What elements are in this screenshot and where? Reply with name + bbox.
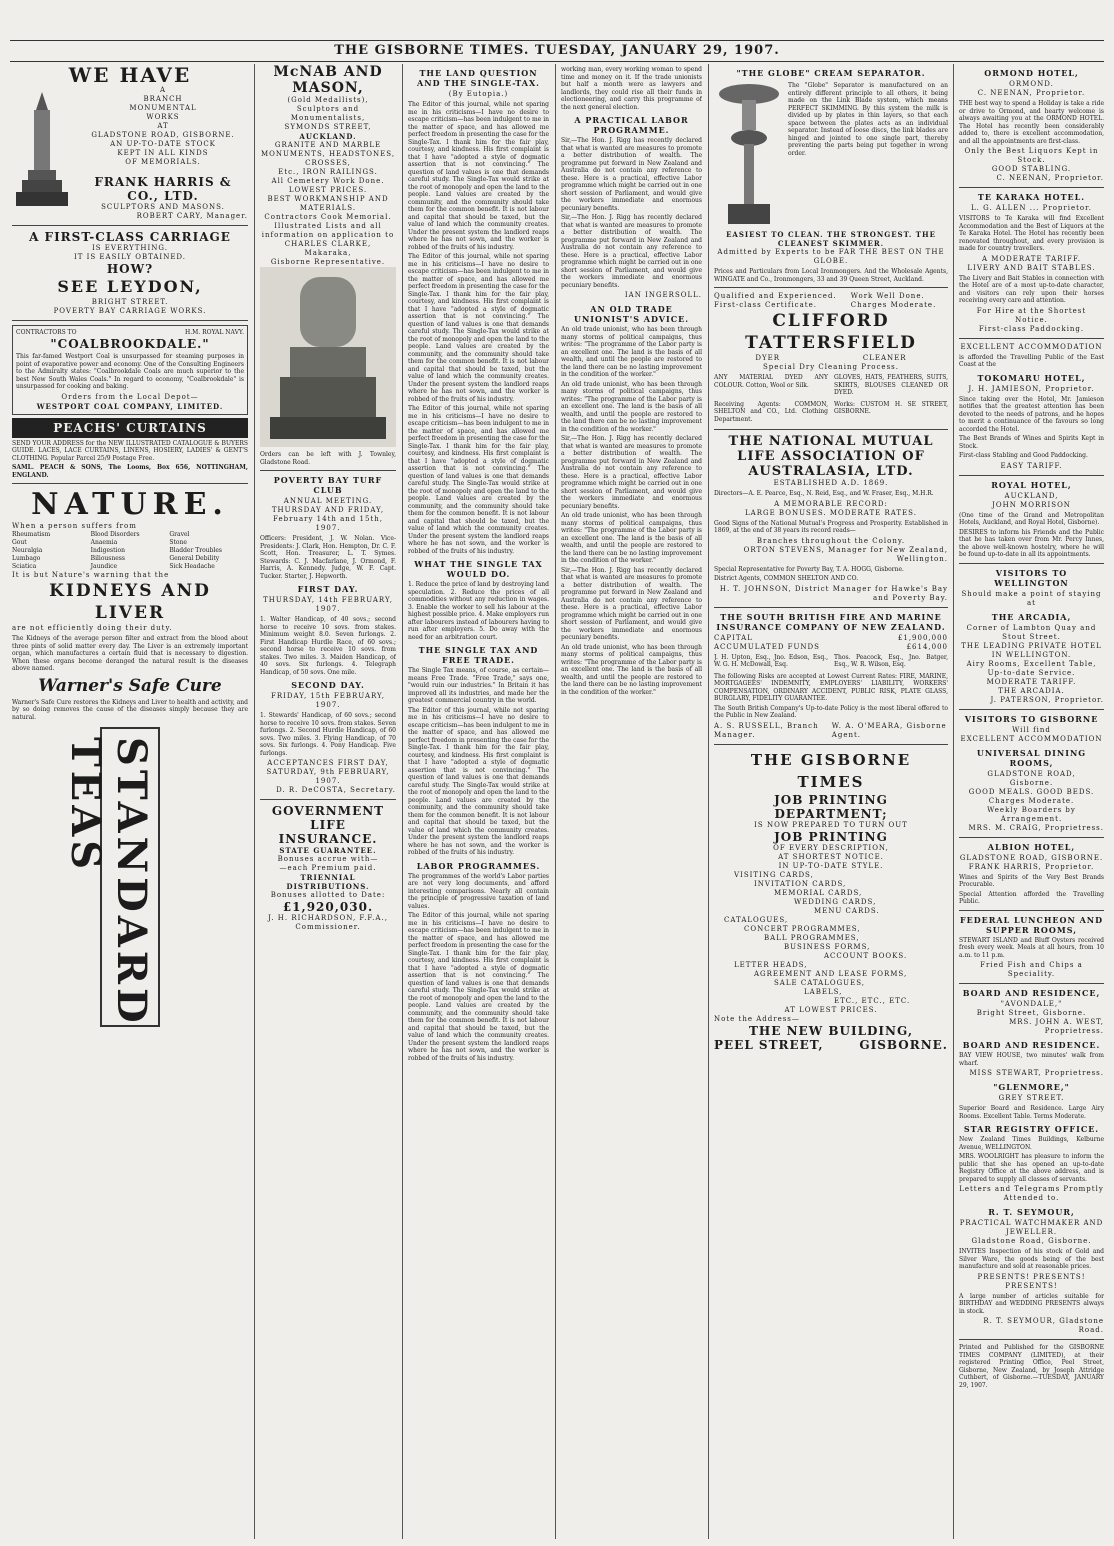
special-process: Special Dry Cleaning Process. (763, 363, 899, 371)
gisborne-will: Will find (1012, 725, 1051, 734)
nature-warn: It is but Nature's warning that the (12, 571, 170, 579)
govt-line: Bonuses accrue with— (277, 855, 379, 863)
tokomaru-prop: J. H. JAMIESON, Proprietor. (968, 384, 1095, 393)
national-mutual-record: A MEMORABLE RECORD: (774, 499, 888, 508)
albion-title: ALBION HOTEL, (987, 841, 1076, 852)
gt-dept: DEPARTMENT; (774, 806, 888, 821)
capital-label: CAPITAL (714, 633, 753, 642)
free-trade-title: THE SINGLE TAX AND FREE TRADE. (418, 645, 539, 665)
govt-line: TRIENNIAL DISTRIBUTIONS. (286, 873, 370, 891)
ailment: Blood Disorders (90, 531, 140, 538)
carriage-line: IT IS EASILY OBTAINED. (73, 253, 187, 261)
gt-item: MEMORIAL CARDS, (774, 888, 863, 897)
sb-agents: J. H. Upton, Esq., Jno. Edson, Esq., W. G. H. McDowall, Esq. (714, 653, 828, 668)
qualified: Qualified and Experienced. First-class Certificate. (714, 292, 837, 309)
tokomaru-body2: Since taking over the Hotel, Mr. Jamieson notifies that the greatest attention has been devoted to the needs of patrons, and he hopes to merit a continuance of the favours so long accorded the Hotel. (959, 395, 1104, 433)
royal-prop: JOHN MORRISON (992, 500, 1071, 509)
charges-moderate: Charges Moderate. (988, 796, 1075, 805)
carriage-line: BRIGHT STREET. (91, 298, 169, 306)
mcnab-line: SYMONDS STREET, (284, 123, 372, 131)
sb-agents2: Thos. Peacock, Esq., Jno. Batger, Esq., W. R. Wilson, Esq. (834, 653, 948, 668)
monument-illustration (12, 90, 72, 210)
tokomaru-title: TOKOMARU HOTEL, (977, 372, 1086, 383)
unionist-body-cont: An old trade unionist, who has been through many storms of political campaigns, thus writes: "The programme of the Labor party is an excellent one. The land is the basis of all wealth, and until the people are restored to the land there can be no lasting improvement in the condition of the worker." (561, 643, 702, 696)
gt-item: LABELS, (804, 987, 843, 996)
national-mutual-bonuses: LARGE BONUSES. MODERATE RATES. (745, 508, 917, 517)
gt-item: CATALOGUES, (724, 915, 789, 924)
land-body: The Editor of this journal, while not sparing me in his criticisms—I have no desire to escape criticism—has been indulgent to me in the matter of space, and has allowed me perfect freedom in presenting the case for the Single-Tax. I thank him for the fair play, courtesy, and kindness. His first complaint is that I have "adopted a style of dogmatic assertion that is not convincing." The question of land values is one that demands careful study. The Single-Tax would strike at the root of monopoly and open the land to the people. Land values are created by the community, and the community should take them for the common benefit. It is not labour and capital that should be taxed, but the value of land which the community creates. Under the present system the landlord reaps where he has not sown, and the worker is robbed of the fruits of his industry. (408, 101, 549, 251)
national-mutual-good: Good Signs of the National Mutual's Progress and Prosperity. Established in 1869, at the end of 38 years its record reads— (714, 519, 948, 534)
accum-value: £614,000 (906, 642, 948, 651)
board2-body: BAY VIEW HOUSE, two minutes' walk from wharf. (959, 1052, 1104, 1067)
we-have-heading: WE HAVE (68, 64, 192, 87)
arcadia-addr: Corner of Lambton Quay and Stout Street. (966, 623, 1097, 641)
karaka-body: VISITORS to Te Karaka will find Excellent Accommodation and the Best of Liquors at the Te Karaka Hotel. The Hotel has recently been renovated throughout, and every provision is made for country travellers. (959, 215, 1104, 252)
land-title: THE LAND QUESTION AND THE SINGLE-TAX. (417, 68, 540, 88)
glenmore: "GLENMORE," (993, 1082, 1070, 1092)
seymour-body: INVITES Inspection of his stock of Gold and Silver Ware, the goods being of the best manufacture and sold at reasonable prices. (959, 1248, 1104, 1270)
nature-title: NATURE. (31, 487, 229, 522)
star-title: STAR REGISTRY OFFICE. (963, 1124, 1100, 1134)
second-day-date: FRIDAY, 15th FEBRUARY, 1907. (270, 692, 386, 709)
national-mutual-district: District Agents, COMMON SHELTON AND CO. (714, 575, 859, 582)
tokomaru-tariff: EASY TARIFF. (1000, 461, 1063, 470)
ailments-list (12, 531, 248, 571)
land-body-cont: The Editor of this journal, while not sparing me in his criticisms—I have no desire to escape criticism—has been indulgent to me in the matter of space, and has allowed me perfect freedom in presenting the case for the Single-Tax. I thank him for the fair play, courtesy, and kindness. His first complaint is that I have "adopted a style of dogmatic assertion that is not convincing." The question of land values is one that demands careful study. The Single-Tax would strike at the root of monopoly and open the land to the people. Land values are created by the community, and the community should take them for the common benefit. It is not labour and capital that should be taxed, but the value of land which the community creates. Under the present system the landlord reaps where he has not sown, and the worker is robbed of the fruits of his industry. (408, 405, 549, 555)
ailment: Neuralgia (12, 547, 43, 554)
kidneys-sub: are not efficiently doing their duty. (12, 624, 173, 632)
ailment: Rheumatism (12, 531, 51, 538)
cleaner: CLEANER (862, 354, 907, 362)
coal-ad (12, 325, 248, 415)
karaka-paddock: First-class Paddocking. (978, 324, 1085, 333)
branch-line: GLADSTONE ROAD, GISBORNE. (91, 131, 235, 139)
land-body-cont: The Editor of this journal, while not sparing me in his criticisms—I have no desire to escape criticism—has been indulgent to me in the matter of space, and has allowed me perfect freedom in presenting the case for the Single-Tax. I thank him for the fair play, courtesy, and kindness. His first complaint is that I have "adopted a style of dogmatic assertion that is not convincing." The question of land values is one that demands careful study. The Single-Tax would strike at the root of monopoly and open the land to the people. Land values are created by the community, and the community should take them for the common benefit. It is not labour and capital that should be taxed, but the value of land which the community creates. Under the present system the landlord reaps where he has not sown, and the worker is robbed of the fruits of his industry. (408, 706, 549, 856)
dyer: DYER (755, 354, 781, 362)
receiving-agents: Receiving Agents: COMMON, SHELTON and CO., Ltd. Clothing Department. (714, 400, 828, 423)
coal-order: Orders from the Local Depot— (61, 392, 199, 401)
monument-ad (12, 86, 248, 221)
events2-body: 1. Stewards' Handicap, of 60 sovs.; second horse to receive 10 sovs. from stakes. Seven furlongs. 2. Second Hurdle Handicap, of 60 sovs. Two miles. 3. Flying Handicap, of 70 sovs. Six furlongs. 4. Pony Handicap. Five furlongs. (260, 712, 396, 757)
clifford-title: CLIFFORD TATTERSFIELD (745, 311, 917, 353)
imprint: Printed and Published for the GISBORNE TIMES COMPANY (LIMITED), at their registered Printing Office, Peel Street, Gisborne, New Zealand, by Joseph Attridge Cuthbert, of Gisborne.—TUESDAY, JANUARY 29, 1907. (959, 1344, 1104, 1389)
carriage-line: HOW? (106, 262, 154, 276)
column-7 (959, 64, 1104, 1539)
govt-line: £1,920,030. (282, 900, 374, 914)
practical-body-cont: Sir,—The Hon. J. Rigg has recently declared that what is wanted are measures to promote a better distribution of wealth. The programme put forward in New Zealand and Australia do not contain any reference to these. Here is a practical, effective Labor programme which might be carried out in one short session of Parliament, and would give the workers immediate and enormous pecuniary benefits. (561, 435, 702, 510)
arcadia-leading: THE LEADING PRIVATE HOTEL IN WELLINGTON. (961, 641, 1102, 659)
sb-russell: A. S. RUSSELL, Branch Manager. (714, 721, 819, 739)
ailment: Jaundice (90, 563, 118, 570)
tokomaru-best: The Best Brands of Wines and Spirits Kept in Stock. (959, 435, 1104, 450)
grey-street: GREY STREET. (998, 1094, 1065, 1102)
ailment: Anaemia (90, 539, 118, 546)
firm-sub: SCULPTORS AND MASONS. (101, 203, 225, 211)
column-2 (260, 64, 396, 1539)
globe-title: "THE GLOBE" CREAM SEPARATOR. (736, 68, 926, 78)
unionist-body-cont: An old trade unionist, who has been through many storms of political campaigns, thus writes: "The programme of the Labor party is an excellent one. The land is the basis of all wealth, and until the people are restored to the land there can be no lasting improvement in the condition of the worker." (561, 380, 702, 433)
mcnab-line: Sculptors and Monumentalists, (290, 105, 366, 122)
firm-name: FRANK HARRIS & CO., LTD. (94, 175, 232, 203)
first-day: FIRST DAY. (297, 584, 359, 594)
carriage-line: POVERTY BAY CARRIAGE WORKS. (53, 307, 207, 315)
separator-illustration (714, 80, 784, 230)
weekly-boarders: Weekly Boarders by Arrangement. (987, 805, 1076, 823)
gt-item: BUSINESS FORMS, (784, 942, 871, 951)
seymour-addr: Gladstone Road, Gisborne. (971, 1237, 1092, 1245)
practical-body: Sir,—The Hon. J. Rigg has recently declared that what is wanted are measures to promote a better distribution of wealth. The programme put forward in New Zealand and Australia do not contain any reference to these. Here is a practical, effective Labor programme which might be carried out in one short session of Parliament, and would give the workers immediate and enormous pecuniary benefits. (561, 137, 702, 212)
gt-address-note: Note the Address— (714, 1014, 800, 1023)
gt-peel: PEEL STREET, (714, 1037, 824, 1052)
national-mutual-est: ESTABLISHED A.D. 1869. (773, 479, 889, 487)
events-body: 1. Walter Handicap, of 40 sovs.; second horse to receive 10 sovs. from stakes. Minimum weight 8.0. Seven furlongs. 2. First Handicap Hurdle Race, of 60 sovs.; second horse to receive 10 sovs. from stakes. Two miles. 3. Maiden Handicap, of 40 sovs. Six furlongs. 4. Telegraph Handicap, of 50 sovs. One mile. (260, 616, 396, 676)
royal-body2: DESIRES to inform his Friends and the Public that he has taken over from Mr. Percy Innes, the above well-known hostelry, where he will be found up-to-date in all its appointments. (959, 528, 1104, 558)
branch-line: AT (157, 122, 169, 130)
govt-line: J. H. RICHARDSON, F.F.A., Commissioner. (268, 914, 388, 931)
mcnab-title: McNAB AND MASON, (273, 64, 383, 96)
gt-item: CONCERT PROGRAMMES, (744, 924, 861, 933)
gisborne-excellent: EXCELLENT ACCOMMODATION (960, 734, 1103, 743)
gt-prices: AT LOWEST PRICES. (784, 1005, 878, 1014)
presents: PRESENTS! PRESENTS! PRESENTS! (977, 1272, 1086, 1290)
seymour-sign: R. T. SEYMOUR, Gladstone Road. (983, 1317, 1104, 1334)
star-body: New Zealand Times Buildings, Kelburne Avenue, WELLINGTON. (959, 1136, 1104, 1151)
mcnab-line: Contractors Cook Memorial. (264, 213, 392, 221)
column-rule (953, 64, 954, 1539)
monument-engraving (260, 267, 396, 447)
branch-line: AN UP-TO-DATE STOCK (110, 140, 216, 148)
coal-contractors: CONTRACTORS TO (16, 329, 77, 336)
federal-title: FEDERAL LUNCHEON AND SUPPER ROOMS, (959, 914, 1104, 935)
gt-item: AGREEMENT AND LEASE FORMS, (754, 969, 908, 978)
gt-item: LETTER HEADS, (734, 960, 808, 969)
peach-title: PEACHS' CURTAINS (12, 418, 248, 438)
universal-title: UNIVERSAL DINING ROOMS, (976, 747, 1087, 768)
universal-gis: Gisborne. (1009, 778, 1054, 787)
mrs-craig: MRS. M. CRAIG, Proprietress. (968, 823, 1104, 832)
seymour-title: R. T. SEYMOUR, (988, 1207, 1075, 1217)
column-6 (714, 64, 948, 1539)
board-title: BOARD AND RESIDENCE, (962, 988, 1101, 998)
gt-item: VISITING CARDS, (734, 870, 814, 879)
ormond-body: THE best way to spend a Holiday is take a ride or drive to Ormond, and hearty welcome is always awaiting you at the ORMOND HOTEL. The Hotel has recently been considerably added to, there is excellent accommodation, and all the appointments are first-class. (959, 100, 1104, 145)
mcnab-line: GRANITE AND MARBLE MONUMENTS, HEADSTONES, CROSSES, (260, 141, 396, 167)
secretary: D. R. DeCOSTA, Secretary. (276, 786, 396, 794)
coal-navy: H.M. ROYAL NAVY. (185, 329, 244, 336)
unionist-title: AN OLD TRADE UNIONIST'S ADVICE. (574, 304, 689, 324)
mcnab-line: All Cemetery Work Done. (271, 177, 385, 185)
ailment: Bladder Troubles (169, 547, 222, 554)
single-tax-list: 1. Reduce the price of land by destroying land speculation. 2. Reduce the prices of all commodities without any reduction in wages. 3. Enable the worker to sell his labour at the highest possible price. 4. Make employers run after labourers instead of labourers having to run after employers. 5. Do away with the need for an arbitration court. (408, 581, 549, 641)
karaka-livery-body: The Livery and Bait Stables in connection with the Hotel are of a most up-to-date character, and visitors can rely upon their horses receiving every care and attention. (959, 274, 1104, 304)
standard-teas-banner: STANDARD TEAS (100, 727, 160, 1027)
land-body-cont: The Editor of this journal, while not sparing me in his criticisms—I have no desire to escape criticism—has been indulgent to me in the matter of space, and has allowed me perfect freedom in presenting the case for the Single-Tax. I thank him for the fair play, courtesy, and kindness. His first complaint is that I have "adopted a style of dogmatic assertion that is not convincing." The question of land values is one that demands careful study. The Single-Tax would strike at the root of monopoly and open the land to the people. Land values are created by the community, and the community should take them for the common benefit. It is not labour and capital that should be taxed, but the value of land which the community creates. Under the present system the landlord reaps where he has not sown, and the worker is robbed of the fruits of his industry. (408, 253, 549, 403)
gt-every: OF EVERY DESCRIPTION, (773, 843, 889, 852)
gisborne-visitors: VISITORS TO GISBORNE (964, 713, 1099, 724)
gt-building: THE NEW BUILDING, (748, 1023, 913, 1038)
karaka-tariff: A MODERATE TARIFF. (981, 254, 1082, 263)
practical-body-cont: Sir,—The Hon. J. Rigg has recently declared that what is wanted are measures to promote a better distribution of wealth. The programme put forward in New Zealand and Australia do not contain any reference to these. Here is a practical, effective Labor programme which might be carried out in one short session of Parliament, and would give the workers immediate and enormous pecuniary benefits. (561, 214, 702, 289)
ailment: Lumbago (12, 555, 41, 562)
peach-body: SEND YOUR ADDRESS for the NEW ILLUSTRATED CATALOGUE & BUYERS GUIDE. LACES, LACE CURTAINS, LINENS, HOSIERY, LADIES' & GENT'S CLOTHING. Popular Parcel 25/9 Postage Free. (12, 439, 248, 462)
carriage-line: IS EVERYTHING. (92, 244, 168, 252)
ormond-liquors: Only the Best Liquors Kept in Stock. (964, 147, 1099, 164)
intro-body: working man, every working woman to spend time and money on it. If the trade unionists but half a month were as lawyers and landlords, they could rise all their funds in electioneering, and carry this programme of the next general election. (561, 66, 702, 111)
national-mutual-directors: Directors—A. E. Pearce, Esq., N. Reid, Esq., and W. Fraser, Esq., M.H.R. (714, 490, 934, 497)
arcadia-name: THE ARCADIA. (998, 686, 1065, 695)
column-4 (561, 64, 702, 1539)
ailment: Sick Headache (169, 563, 215, 570)
ormond-title: ORMOND HOTEL, (984, 68, 1079, 78)
column-3 (408, 64, 549, 1539)
gt-gisborne: GISBORNE. (859, 1037, 948, 1052)
arcadia: THE ARCADIA, (991, 611, 1072, 622)
albion-addr: GLADSTONE ROAD, GISBORNE. (959, 853, 1104, 862)
practical-title: A PRACTICAL LABOR PROGRAMME. (574, 115, 689, 135)
royal-body: (One time of the Grand and Metropolitan Hotels, Auckland, and Royal Hotel, Gisborne). (959, 511, 1104, 526)
tokomaru-stabling: First-class Stabling and Good Paddocking. (959, 452, 1088, 459)
karaka-prop: L. G. ALLEN ... Proprietor. (971, 204, 1092, 212)
branch-line: A (159, 86, 167, 94)
column-1 (12, 64, 248, 1539)
globe-prices: Prices and Particulars from Local Ironmongers. And the Wholesale Agents, WINGATE and Co., Ironmongers, 33 and 39 Queen Street, Auckland. (714, 268, 948, 283)
practical-body-cont: Sir,—The Hon. J. Rigg has recently declared that what is wanted are measures to promote a better distribution of wealth. The programme put forward in New Zealand and Australia do not contain any reference to these. Here is a practical, effective Labor programme which might be carried out in one short session of Parliament, and would give the workers immediate and enormous pecuniary benefits. (561, 566, 702, 641)
gt-item: SALE CATALOGUES, (774, 978, 865, 987)
mcnab-line: BEST WORKMANSHIP AND MATERIALS. (267, 195, 389, 212)
dyed-right: GLOVES, HATS, FEATHERS, SUITS, SKIRTS, BLOUSES CLEANED OR DYED. (834, 374, 948, 396)
single-tax-q: WHAT THE SINGLE TAX WOULD DO. (414, 559, 543, 579)
first-day-date: THURSDAY, 14th FEBRUARY, 1907. (263, 596, 393, 613)
gt-item: WEDDING CARDS, (794, 897, 877, 906)
work-well: Work Well Done. Charges Moderate. (850, 292, 937, 309)
warner-title: Warner's Safe Cure (38, 675, 222, 696)
globe-admit: Admitted by Experts to be FAR THE BEST ON THE GLOBE. (717, 248, 945, 265)
mcnab-line: LOWEST PRICES. (288, 186, 368, 194)
govt-line: Bonuses allotted to Date: (270, 891, 386, 899)
universal-addr: GLADSTONE ROAD, (987, 769, 1076, 778)
karaka-livery: LIVERY AND BAIT STABLES. (967, 263, 1096, 272)
branch-line: MONUMENTAL (129, 104, 197, 112)
dyed-left: ANY MATERIAL DYED ANY COLOUR. Cotton, Wool or Silk. (714, 374, 828, 389)
manager: ROBERT CARY, Manager. (136, 212, 248, 220)
govt-line: STATE GUARANTEE. (279, 846, 377, 855)
capital-value: £1,900,000 (897, 633, 948, 642)
glenmore-body: Superior Board and Residence. Large Airy Rooms. Excellent Table. Terms Moderate. (959, 1105, 1104, 1120)
branch-line: OF MEMORIALS. (125, 158, 201, 166)
branch-line: KEPT IN ALL KINDS (117, 149, 209, 157)
national-mutual-orton: ORTON STEVENS, Manager for New Zealand, Wellington. (743, 545, 948, 563)
sb-omeara: W. A. O'MEARA, Gisborne Agent. (831, 721, 947, 739)
turf-dates: THURSDAY AND FRIDAY, February 14th and 15th, 1907. (271, 506, 385, 532)
branch-text (78, 86, 248, 221)
ailment: Gout (12, 539, 27, 546)
gt-prepared: IS NOW PREPARED TO TURN OUT (754, 820, 908, 829)
board-addr: Bright Street, Gisborne. (976, 1009, 1087, 1017)
gt-item: MENU CARDS. (814, 906, 880, 915)
kidneys-body: The Kidneys of the average person filter and extract from the blood about three pints of solid matter every day. The Liver is an extremely important organ, which manufactures a certain fluid that is necessary to digestion. When these organs become deranged the natural result is the diseases above named. (12, 635, 248, 672)
globe-tagline: EASIEST TO CLEAN. THE STRONGEST. THE CLEANEST SKIMMER. (726, 230, 936, 248)
mcnab-line: AUCKLAND. (299, 132, 357, 141)
albion-special: Special Attention afforded the Travelling Public. (959, 890, 1104, 905)
ormond-sign: C. NEENAN, Proprietor. (996, 174, 1104, 182)
mcnab-line: CHARLES CLARKE, Makaraka, (284, 240, 372, 257)
ailment: Sciatica (12, 563, 37, 570)
wellington-title: VISITORS TO WELLINGTON (994, 567, 1069, 588)
ormond-prop: C. NEENAN, Proprietor. (977, 89, 1086, 97)
arcadia-prop: J. PATERSON, Proprietor. (990, 695, 1104, 704)
gt-job2: JOB PRINTING (774, 829, 888, 844)
acceptances: ACCEPTANCES FIRST DAY, SATURDAY, 9th FEBRUARY, 1907. (266, 759, 390, 785)
column-rule (708, 64, 709, 1539)
ailment: Gravel (169, 531, 190, 538)
branch-line: WORKS (146, 113, 180, 121)
coal-title: "COALBROOKDALE." (50, 337, 210, 351)
ormond-sub: ORMOND. (1009, 80, 1054, 88)
monument-caption: Orders can be left with J. Townley, Gladstone Road. (260, 451, 396, 466)
sb-risks: The following Risks are accepted at Lowest Current Rates: FIRE, MARINE, MORTGAGEES' INDEMNITY, EMPLOYERS' LIABILITY, WORKERS' COMPENSATION, ORDINARY ACCIDENT, PUBLIC RISK, PLATE GLASS, BURGLARY, FIDELITY GUARANTEE. (714, 672, 948, 702)
tokomaru-top: EXCELLENT ACCOMMODATION (960, 342, 1103, 351)
land-sub: (By Eutopia.) (448, 90, 509, 98)
karaka-title: TE KARAKA HOTEL. (977, 192, 1086, 202)
labor-title: LABOR PROGRAMMES. (416, 860, 541, 871)
branch-line: BRANCH (143, 95, 183, 103)
ormond-stabling: GOOD STABLING. (991, 165, 1072, 173)
unionist-body: An old trade unionist, who has been through many storms of political campaigns, thus writes: "The programme of the Labor party is an excellent one. The land is the basis of all wealth, and until the people are restored to the land there can be no lasting improvement in the condition of the worker." (561, 326, 702, 378)
gt-item: ETC., ETC., ETC. (834, 996, 911, 1005)
mcnab-line: Illustrated Lists and all information on application to (261, 222, 395, 239)
nature-intro: When a person suffers from (12, 522, 137, 530)
board2-prop: MISS STEWART, Proprietress. (969, 1069, 1104, 1077)
gt-item: INVITATION CARDS, (754, 879, 847, 888)
star-body2: MRS. WOOLRIGHT has pleasure to inform the public that she has opened an up-to-date Registry Office at the above address, and is prepared to supply all classes of servants. (959, 1153, 1104, 1183)
good-meals: GOOD MEALS. GOOD BEDS. (968, 787, 1095, 796)
coal-company: WESTPORT COAL COMPANY, LIMITED. (36, 401, 224, 411)
national-mutual-branches: Branches throughout the Colony. (756, 536, 906, 545)
labor-body: The programmes of the world's Labor parties are not very long documents, and afford interesting comparisons. Nearly all contain the principle of progressive taxation of land values. (408, 872, 549, 910)
star-letters: Letters and Telegrams Promptly Attended to. (959, 1185, 1104, 1202)
ailment: Biliousness (90, 555, 125, 562)
gt-job: JOB PRINTING (774, 792, 888, 807)
albion-wines: Wines and Spirits of the Very Best Brands Procurable. (959, 873, 1104, 888)
globe-body: The "Globe" Separator is manufactured on an entirely different principle to all others, it being made on the Link Blade system, which means PERFECT SKIMMING. By this system the milk is divided up by plates in thin layers, so that each space between the plates acts as an individual separator. Instead of loose discs, the link blades are hinged and jointed to one single part, thereby preventing the parts being put together in wrong order. (788, 82, 948, 157)
arcadia-rooms: Airy Rooms, Excellent Table, Up-to-date Service. (966, 659, 1097, 677)
gt-item: ACCOUNT BOOKS. (824, 951, 908, 960)
gt-item: BALL PROGRAMMES, (764, 933, 860, 942)
mcnab-line: (Gold Medallists), (287, 96, 369, 104)
national-mutual-title: THE NATIONAL MUTUAL LIFE ASSOCIATION OF AUSTRALASIA, LTD. (728, 434, 934, 479)
ailment: Stone (169, 539, 187, 546)
federal-fish: Fried Fish and Chips a Speciality. (980, 961, 1083, 978)
seymour-sub: PRACTICAL WATCHMAKER AND JEWELLER. (959, 1219, 1104, 1236)
peach-address: SAML. PEACH & SONS, The Looms, Box 656, NOTTINGHAM, ENGLAND. (12, 464, 248, 479)
globe-ad (714, 80, 948, 230)
warner-body: Warner's Safe Cure restores the Kidneys and Liver to health and activity, and by so doing removes the cause of the diseases simply because they are natural. (12, 698, 248, 721)
accum-label: ACCUMULATED FUNDS (714, 642, 820, 651)
royal-title: ROYAL HOTEL, (991, 479, 1072, 490)
albion-prop: FRANK HARRIS, Proprietor. (968, 862, 1095, 871)
gt-notice: AT SHORTEST NOTICE. (778, 852, 884, 861)
presents-body: A large number of articles suitable for BIRTHDAY and WEDDING PRESENTS always in stock. (959, 1292, 1104, 1315)
royal-sub: AUCKLAND, (1004, 491, 1059, 500)
gt-title: THE GISBORNE TIMES (750, 750, 912, 791)
carriage-title: A FIRST-CLASS CARRIAGE (29, 230, 231, 244)
turf-sub: ANNUAL MEETING. (283, 497, 373, 505)
column-rule (555, 64, 556, 1539)
karaka-horses: For Hire at the Shortest Notice. (976, 306, 1087, 324)
ailment: Indigestion (90, 547, 125, 554)
govt-title: GOVERNMENT LIFE INSURANCE. (271, 804, 385, 846)
column-rule (402, 64, 403, 1539)
turf-title: POVERTY BAY TURF CLUB (273, 475, 383, 495)
wellington-body: Should make a point of staying at (961, 589, 1102, 607)
national-mutual-johnson: H. T. JOHNSON, District Manager for Hawke's Bay and Poverty Bay. (719, 584, 948, 602)
ian-title: IAN INGERSOLL. (624, 291, 702, 299)
board-prop: MRS. JOHN A. WEST, Proprietress. (1009, 1018, 1104, 1035)
south-british-title: THE SOUTH BRITISH FIRE AND MARINE INSURANCE COMPANY OF NEW ZEALAND. (716, 611, 946, 632)
tokomaru-body: is afforded the Travelling Public of the East Coast at the (959, 353, 1104, 368)
national-mutual-special: Special Representative for Poverty Bay, T. A. HOGG, Gisborne. (714, 565, 904, 573)
second-day: SECOND DAY. (291, 680, 365, 690)
gt-style: IN UP-TO-DATE STYLE. (778, 861, 884, 870)
free-trade-body: The Single Tax means, of course, as certain—means Free Trade. "Free Trade," says one, "would ruin our industries." In Britain it has improved all its industries, and made her the greatest commercial country in the world. (408, 667, 549, 704)
turf-body: Officers: President, J. W. Nolan. Vice-Presidents: J. Clark, Hon. Hempton, Dr. C. F. Scott, Hon. Treasurer, L. T. Symes. Stewards: C. J. Macfarlane, J. Ormond, F. Harris, A. Kennedy. Judge, W. F. Capt. Tucker. Starter, J. Hepworth. (260, 535, 396, 580)
kidneys-title: KIDNEYS AND LIVER (49, 581, 211, 623)
masthead: THE GISBORNE TIMES. TUESDAY, JANUARY 29, 1907. (10, 40, 1104, 62)
board-name: "AVONDALE," (1000, 1000, 1063, 1008)
mcnab-line: Gisborne Representative. (270, 258, 386, 266)
federal-body: STEWART ISLAND and Bluff Oysters received fresh every week. Meals at all hours, from 10 a.m. to 11 p.m. (959, 936, 1104, 959)
govt-line: —each Premium paid. (279, 864, 377, 872)
coal-body: This far-famed Westport Coal is unsurpassed for steaming purposes in point of evaporative power and economy. One of the Consulting Engineers to the Admiralty states: "Coalbrookdale Coals are much superior to the best New South Wales Coals." In regard to economy, "Coalbrookdale" is unsurpassed for cooking and baking. (16, 353, 244, 390)
sb-policy: The South British Company's Up-to-date Policy is the most liberal offered to the Public in New Zealand. (714, 704, 948, 719)
ailment: General Debility (169, 555, 220, 562)
column-rule (254, 64, 255, 1539)
carriage-line: SEE LEYDON, (57, 277, 203, 296)
arcadia-tariff: MODERATE TARIFF. (986, 677, 1077, 686)
board2-title: BOARD AND RESIDENCE. (962, 1040, 1101, 1050)
land-body-cont: The Editor of this journal, while not sparing me in his criticisms—I have no desire to escape criticism—has been indulgent to me in the matter of space, and has allowed me perfect freedom in presenting the case for the Single-Tax. I thank him for the fair play, courtesy, and kindness. His first complaint is that I have "adopted a style of dogmatic assertion that is not convincing." The question of land values is one that demands careful study. The Single-Tax would strike at the root of monopoly and open the land to the people. Land values are created by the community, and the community should take them for the common benefit. It is not labour and capital that should be taxed, but the value of land which the community creates. Under the present system the landlord reaps where he has not sown, and the worker is robbed of the fruits of his industry. (408, 912, 549, 1062)
works-address: Works: CUSTOM H. SE STREET, GISBORNE. (834, 400, 948, 415)
unionist-body-cont: An old trade unionist, who has been through many storms of political campaigns, thus writes: "The programme of the Labor party is an excellent one. The land is the basis of all wealth, and until the people are restored to the land there can be no lasting improvement in the condition of the worker." (561, 512, 702, 564)
mcnab-line: Etc., IRON RAILINGS. (278, 168, 378, 176)
